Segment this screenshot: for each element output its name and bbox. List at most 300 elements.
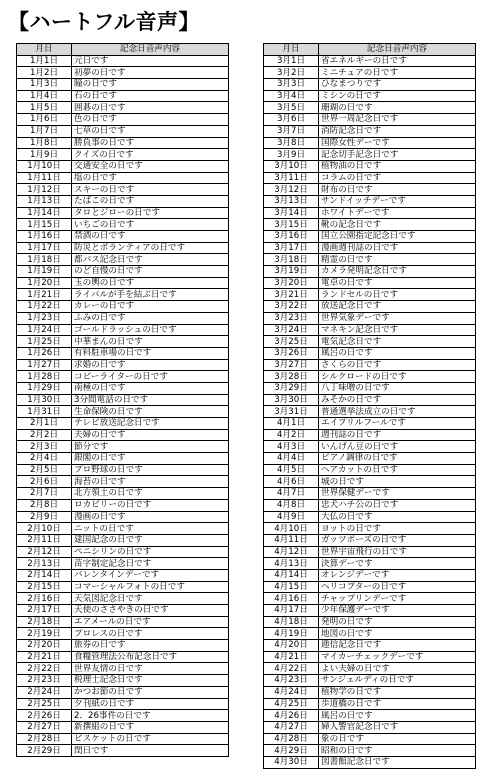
content-cell: 植物学の日です (319, 686, 476, 698)
date-cell: 4月28日 (264, 733, 319, 745)
date-cell: 3月21日 (264, 289, 319, 301)
content-cell: 省エネルギーの日です (319, 55, 476, 67)
table-row (17, 616, 229, 628)
content-cell: 北方領土の日です (72, 488, 229, 500)
content-cell: コマーシャルフォトの日です (72, 581, 229, 593)
table-row (17, 207, 229, 219)
table-row (264, 242, 476, 254)
table-row (17, 347, 229, 359)
content-cell: 元日です (72, 55, 229, 67)
table-row (264, 453, 476, 465)
content-cell: 逓信記念日です (319, 640, 476, 652)
table-row (264, 219, 476, 231)
date-cell: 3月28日 (264, 371, 319, 383)
table-row (17, 651, 229, 663)
table-row (264, 266, 476, 278)
content-cell: 週刊誌の日です (319, 429, 476, 441)
content-cell: タロとジローの日です (72, 207, 229, 219)
date-cell: 3月3日 (264, 79, 319, 91)
table-body (264, 55, 476, 768)
date-cell: 3月14日 (264, 207, 319, 219)
date-cell: 3月29日 (264, 382, 319, 394)
date-cell: 4月4日 (264, 453, 319, 465)
content-cell: 初夢の日です (72, 67, 229, 79)
date-cell: 1月6日 (17, 114, 72, 126)
table-row (17, 55, 229, 67)
table-row (264, 581, 476, 593)
content-cell: 図書館記念日です (319, 756, 476, 768)
table-row (264, 511, 476, 523)
date-cell: 1月14日 (17, 207, 72, 219)
date-cell: 4月22日 (264, 663, 319, 675)
date-cell: 1月2日 (17, 67, 72, 79)
date-cell: 2月14日 (17, 569, 72, 581)
date-cell: 2月12日 (17, 546, 72, 558)
content-cell: 昭和の日です (319, 745, 476, 757)
content-cell: ヘリコプターの日です (319, 581, 476, 593)
content-cell: プロレスの日です (72, 628, 229, 640)
table-row (264, 546, 476, 558)
content-cell: ふみの日です (72, 312, 229, 324)
table-row (17, 312, 229, 324)
content-cell: 大仏の日です (319, 511, 476, 523)
content-cell: 3分間電話の日です (72, 394, 229, 406)
date-cell: 1月5日 (17, 102, 72, 114)
table-row (264, 418, 476, 430)
date-cell: 1月15日 (17, 219, 72, 231)
table-row (264, 663, 476, 675)
table-row (17, 301, 229, 313)
content-cell: 有料駐車場の日です (72, 347, 229, 359)
date-cell: 1月7日 (17, 125, 72, 137)
date-cell: 2月1日 (17, 418, 72, 430)
table-row (17, 371, 229, 383)
table-row (264, 289, 476, 301)
date-cell: 4月15日 (264, 581, 319, 593)
content-cell: 放送記念日です (319, 301, 476, 313)
date-cell: 3月27日 (264, 359, 319, 371)
table-header-row (264, 44, 476, 56)
table-row (264, 55, 476, 67)
content-cell: ミシンの日です (319, 90, 476, 102)
date-cell: 2月21日 (17, 651, 72, 663)
content-cell: 世界一周記念日です (319, 114, 476, 126)
table-row (17, 418, 229, 430)
date-cell: 3月13日 (264, 195, 319, 207)
content-cell: 漫画の日です (72, 511, 229, 523)
table-row (264, 149, 476, 161)
table-row (264, 301, 476, 313)
table-row (17, 277, 229, 289)
content-cell: 囲碁の日です (72, 102, 229, 114)
table-row (264, 488, 476, 500)
table-row (17, 476, 229, 488)
table-row (264, 359, 476, 371)
content-cell: 塩の日です (72, 172, 229, 184)
content-cell: 忠犬ハチ公の日です (319, 499, 476, 511)
column-header-content: 記念日音声内容 (319, 44, 476, 56)
table-row (17, 640, 229, 652)
date-cell: 1月21日 (17, 289, 72, 301)
table-row (264, 102, 476, 114)
table-row (264, 651, 476, 663)
content-cell: ペニシリンの日です (72, 546, 229, 558)
date-cell: 2月24日 (17, 686, 72, 698)
date-cell: 4月23日 (264, 675, 319, 687)
content-cell: 国際女性デーです (319, 137, 476, 149)
content-cell: クイズの日です (72, 149, 229, 161)
date-cell: 4月17日 (264, 605, 319, 617)
content-cell: 禁酒の日です (72, 231, 229, 243)
date-cell: 4月12日 (264, 546, 319, 558)
content-cell: コピーライターの日です (72, 371, 229, 383)
table-row (17, 569, 229, 581)
column-header-content: 記念日音声内容 (72, 44, 229, 56)
table-row (17, 137, 229, 149)
date-cell: 1月10日 (17, 160, 72, 172)
table-row (17, 242, 229, 254)
date-cell: 1月16日 (17, 231, 72, 243)
content-cell: 発明の日です (319, 616, 476, 628)
content-cell: 都バス記念日です (72, 254, 229, 266)
table-row (17, 534, 229, 546)
table-row (264, 67, 476, 79)
content-cell: コラムの日です (319, 172, 476, 184)
spacer-row (17, 756, 229, 767)
content-cell: 銀閣の日です (72, 453, 229, 465)
content-cell: 天気図記念日です (72, 593, 229, 605)
content-cell: 風呂の日です (319, 347, 476, 359)
table-row (17, 733, 229, 745)
table-row (264, 114, 476, 126)
content-cell: ヨットの日です (319, 523, 476, 535)
content-cell: 靴の記念日です (319, 219, 476, 231)
date-cell: 2月8日 (17, 499, 72, 511)
date-cell: 4月19日 (264, 628, 319, 640)
table-row (264, 125, 476, 137)
table-row (17, 160, 229, 172)
page-title: 【ハートフル音声】 (8, 10, 201, 34)
date-cell: 3月17日 (264, 242, 319, 254)
table-row (17, 710, 229, 722)
content-cell: ヘアカットの日です (319, 464, 476, 476)
table-row (264, 569, 476, 581)
column-header-date: 月日 (17, 44, 72, 56)
table-row (17, 254, 229, 266)
date-cell: 3月5日 (264, 102, 319, 114)
date-cell: 4月26日 (264, 710, 319, 722)
table-row (17, 394, 229, 406)
table-row (17, 382, 229, 394)
content-cell: 夕刊紙の日です (72, 698, 229, 710)
date-cell: 3月22日 (264, 301, 319, 313)
date-cell: 4月3日 (264, 441, 319, 453)
date-cell: 1月19日 (17, 266, 72, 278)
table-row (264, 324, 476, 336)
content-cell: 精霊の日です (319, 254, 476, 266)
table-row (264, 172, 476, 184)
content-cell: 八丁味噌の日です (319, 382, 476, 394)
table-row (17, 441, 229, 453)
table-row (264, 277, 476, 289)
table-row (264, 593, 476, 605)
table-row (17, 698, 229, 710)
content-cell: 防災とボランティアの日です (72, 242, 229, 254)
table-row (17, 511, 229, 523)
content-cell: ガッツポーズの日です (319, 534, 476, 546)
content-cell: 地図の日です (319, 628, 476, 640)
content-cell: さくらの日です (319, 359, 476, 371)
date-cell: 3月1日 (264, 55, 319, 67)
date-cell: 4月14日 (264, 569, 319, 581)
content-cell: プロ野球の日です (72, 464, 229, 476)
table-row (17, 581, 229, 593)
table-row (264, 312, 476, 324)
content-cell: 少年保護デーです (319, 605, 476, 617)
content-cell: エイプリルフールです (319, 418, 476, 430)
content-cell: サンドイッチデーです (319, 195, 476, 207)
date-cell: 2月11日 (17, 534, 72, 546)
table-row (264, 371, 476, 383)
table-body (17, 55, 229, 767)
date-cell: 3月26日 (264, 347, 319, 359)
content-cell: バレンタインデーです (72, 569, 229, 581)
date-cell: 4月30日 (264, 756, 319, 768)
content-cell: マネキン記念日です (319, 324, 476, 336)
table-row (264, 184, 476, 196)
date-cell: 2月7日 (17, 488, 72, 500)
date-cell: 2月2日 (17, 429, 72, 441)
table-row (264, 476, 476, 488)
table-row (17, 195, 229, 207)
table-row (264, 605, 476, 617)
content-cell: 生命保険の日です (72, 406, 229, 418)
date-cell: 1月3日 (17, 79, 72, 91)
content-cell: ビスケットの日です (72, 733, 229, 745)
date-cell: 3月8日 (264, 137, 319, 149)
table-row (264, 90, 476, 102)
date-cell: 2月9日 (17, 511, 72, 523)
content-cell: 財布の日です (319, 184, 476, 196)
content-cell: 勝負事の日です (72, 137, 229, 149)
date-cell: 4月13日 (264, 558, 319, 570)
content-cell: テレビ放送記念日です (72, 418, 229, 430)
date-cell: 4月25日 (264, 698, 319, 710)
content-cell: 節分です (72, 441, 229, 453)
content-cell: オレンジデーです (319, 569, 476, 581)
date-cell: 4月16日 (264, 593, 319, 605)
date-cell: 4月8日 (264, 499, 319, 511)
content-cell: のど自慢の日です (72, 266, 229, 278)
table-row (17, 675, 229, 687)
date-cell: 3月20日 (264, 277, 319, 289)
content-cell: 中華まんの日です (72, 336, 229, 348)
content-cell: みそかの日です (319, 394, 476, 406)
anniversary-table-mar-apr (263, 43, 476, 769)
date-cell: 3月19日 (264, 266, 319, 278)
content-cell: いんげん豆の日です (319, 441, 476, 453)
table-row (17, 745, 229, 757)
content-cell: 世界宇宙飛行の日です (319, 546, 476, 558)
date-cell: 3月11日 (264, 172, 319, 184)
date-cell: 1月8日 (17, 137, 72, 149)
date-cell: 3月4日 (264, 90, 319, 102)
date-cell: 2月15日 (17, 581, 72, 593)
content-cell: サンジェルディの日です (319, 675, 476, 687)
content-cell: たばこの日です (72, 195, 229, 207)
date-cell: 3月16日 (264, 231, 319, 243)
content-cell: 城の日です (319, 476, 476, 488)
date-cell: 4月27日 (264, 721, 319, 733)
date-cell: 4月29日 (264, 745, 319, 757)
content-cell: ホワイトデーです (319, 207, 476, 219)
date-cell: 2月29日 (17, 745, 72, 757)
content-cell: ランドセルの日です (319, 289, 476, 301)
date-cell: 3月30日 (264, 394, 319, 406)
content-cell: 2．26事件の日です (72, 710, 229, 722)
table-row (17, 289, 229, 301)
content-cell: 珊瑚の日です (319, 102, 476, 114)
content-cell: エアメールの日です (72, 616, 229, 628)
table-row (17, 523, 229, 535)
date-cell: 3月23日 (264, 312, 319, 324)
date-cell: 2月19日 (17, 628, 72, 640)
date-cell: 4月5日 (264, 464, 319, 476)
table-row (264, 733, 476, 745)
table-row (264, 523, 476, 535)
table-row (264, 254, 476, 266)
date-cell: 4月10日 (264, 523, 319, 535)
table-row (17, 172, 229, 184)
date-cell: 1月28日 (17, 371, 72, 383)
content-cell: ひなまつりです (319, 79, 476, 91)
table-row (17, 184, 229, 196)
date-cell: 1月12日 (17, 184, 72, 196)
date-cell: 4月21日 (264, 651, 319, 663)
content-cell: 税理士記念日です (72, 675, 229, 687)
table-row (17, 628, 229, 640)
date-cell: 3月9日 (264, 149, 319, 161)
content-cell: 風呂の日です (319, 710, 476, 722)
content-cell: ミニチュアの日です (319, 67, 476, 79)
content-cell: 漫画週刊誌の日です (319, 242, 476, 254)
date-cell: 3月25日 (264, 336, 319, 348)
table-row (264, 406, 476, 418)
date-cell: 2月10日 (17, 523, 72, 535)
table-row (17, 488, 229, 500)
table-row (264, 721, 476, 733)
date-cell: 3月7日 (264, 125, 319, 137)
table-row (264, 137, 476, 149)
content-cell: 電気記念日です (319, 336, 476, 348)
table-row (264, 756, 476, 768)
date-cell: 4月20日 (264, 640, 319, 652)
table-row (264, 558, 476, 570)
date-cell: 1月24日 (17, 324, 72, 336)
content-cell: 閏日です (72, 745, 229, 757)
table-row (264, 382, 476, 394)
content-cell: チャップリンデーです (319, 593, 476, 605)
content-cell: 天使のささやきの日です (72, 605, 229, 617)
date-cell: 3月31日 (264, 406, 319, 418)
date-cell: 4月24日 (264, 686, 319, 698)
table-row (17, 79, 229, 91)
table-row (17, 453, 229, 465)
content-cell: 海苔の日です (72, 476, 229, 488)
content-cell: ロカビリーの日です (72, 499, 229, 511)
table-row (264, 347, 476, 359)
content-cell: 消防記念日です (319, 125, 476, 137)
date-cell: 1月29日 (17, 382, 72, 394)
table-row (264, 640, 476, 652)
date-cell: 2月17日 (17, 605, 72, 617)
date-cell: 1月22日 (17, 301, 72, 313)
content-cell: 交通安全の日です (72, 160, 229, 172)
table-row (17, 499, 229, 511)
table-row (17, 67, 229, 79)
table-row (264, 231, 476, 243)
content-cell: 食糧管理法公布記念日です (72, 651, 229, 663)
date-cell: 2月25日 (17, 698, 72, 710)
content-cell: ニットの日です (72, 523, 229, 535)
table-row (17, 336, 229, 348)
column-header-date: 月日 (264, 44, 319, 56)
table-row (264, 710, 476, 722)
date-cell: 1月1日 (17, 55, 72, 67)
date-cell: 1月13日 (17, 195, 72, 207)
date-cell: 3月6日 (264, 114, 319, 126)
table-row (17, 663, 229, 675)
table-row (17, 149, 229, 161)
table-row (264, 628, 476, 640)
content-cell: ライバルが手を結ぶ日です (72, 289, 229, 301)
date-cell: 1月9日 (17, 149, 72, 161)
date-cell: 1月27日 (17, 359, 72, 371)
table-row (17, 558, 229, 570)
table-row (264, 686, 476, 698)
table-row (17, 464, 229, 476)
content-cell: ピアノ調律の日です (319, 453, 476, 465)
content-cell: 色の日です (72, 114, 229, 126)
date-cell: 1月18日 (17, 254, 72, 266)
content-cell: 国立公園指定記念日です (319, 231, 476, 243)
date-cell: 2月18日 (17, 616, 72, 628)
content-cell: 夫婦の日です (72, 429, 229, 441)
date-cell: 4月9日 (264, 511, 319, 523)
table-row (17, 266, 229, 278)
content-cell: 電卓の日です (319, 277, 476, 289)
table-row (264, 336, 476, 348)
date-cell: 3月10日 (264, 160, 319, 172)
date-cell: 4月18日 (264, 616, 319, 628)
table-row (264, 441, 476, 453)
table-row (17, 125, 229, 137)
table-row (17, 429, 229, 441)
table-row (17, 324, 229, 336)
date-cell: 2月20日 (17, 640, 72, 652)
content-cell: 普通選挙法成立の日です (319, 406, 476, 418)
content-cell: よい夫婦の日です (319, 663, 476, 675)
date-cell: 2月23日 (17, 675, 72, 687)
table-row (17, 114, 229, 126)
date-cell: 2月27日 (17, 721, 72, 733)
date-cell: 3月18日 (264, 254, 319, 266)
table-row (17, 686, 229, 698)
table-row (264, 160, 476, 172)
content-cell: マイカーチェックデーです (319, 651, 476, 663)
content-cell: カメラ発明記念日です (319, 266, 476, 278)
content-cell: 旅券の日です (72, 640, 229, 652)
